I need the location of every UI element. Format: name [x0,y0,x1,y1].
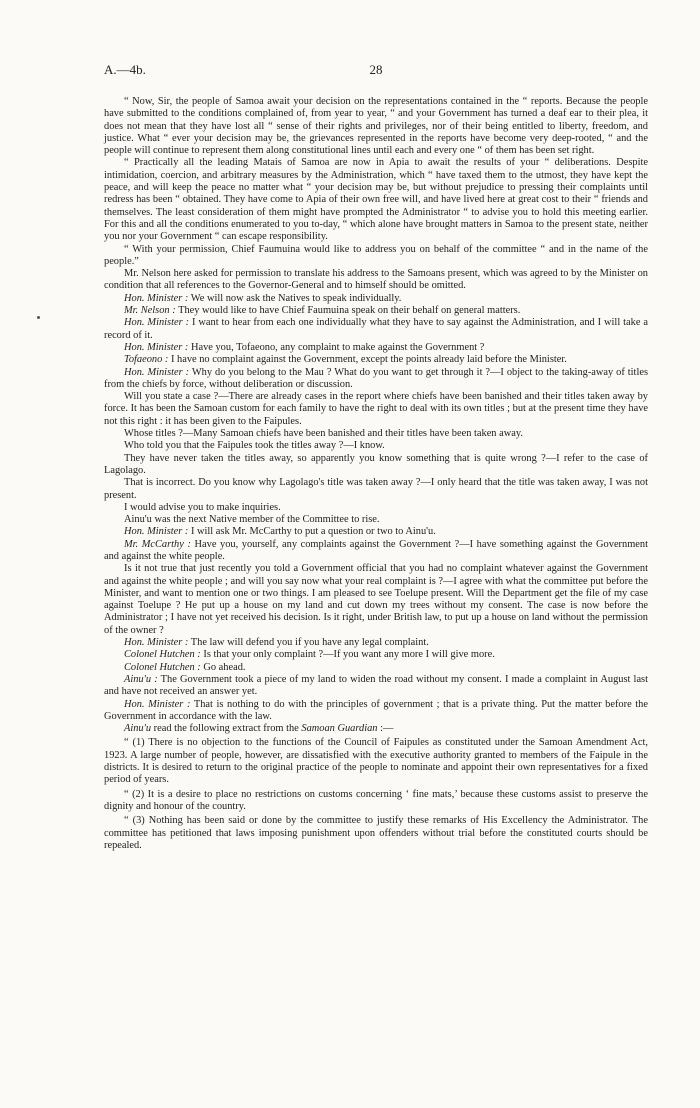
paragraph: Mr. Nelson here asked for permission to translate his address to the Samoans present, which was agreed to by the Minister on condition that all references to the Governor-General and to himself should be omitted. [104,268,648,292]
speech-text: Is that your only complaint ?—If you want any more I will give more. [203,649,495,661]
speech-text: I want to hear from each one individually what they have to say against the Administration, and I will take a record of it. [104,317,648,341]
paragraph [104,367,648,392]
speaker-name: Hon. Minister : [124,698,191,710]
speaker-name: Colonel Hutchen : [124,649,201,661]
paragraph: They have never taken the titles away, so apparently you know something that is quite wrong ?—I refer to the case of Lagolago. [104,452,648,476]
speech-text: Have you, yourself, any complaints against the Government ?—I have something against the Government and against the white people. [104,538,648,562]
paragraph [104,317,648,342]
speech-text: Why do you belong to the Mau ? What do you want to get through it ?—I object to the taking-away of titles from the chiefs by force, without deliberation or discussion. [104,366,648,390]
speech-text: We will now ask the Natives to speak individually. [190,292,402,304]
speaker-name: Ainu'u : [124,673,158,685]
paragraph: That is incorrect. Do you know why Lagolago's title was taken away ?—I only heard that the title was taken away, I was not present. [104,477,648,501]
paragraph [104,526,648,538]
paragraph: I would advise you to make inquiries. [124,501,281,513]
speech-text: :— [380,723,394,735]
source-title: Samoan Guardian [301,723,378,735]
paragraph: Ainu'u was the next Native member of the Committee to rise. [124,514,380,526]
speaker-name: Colonel Hutchen : [124,661,201,673]
paragraph [104,539,648,564]
speech-text: That is nothing to do with the principles of government ; that is a private thing. Put the matter before the Government in accordance with the law. [104,698,648,722]
paragraph [104,354,648,366]
paragraph: “ Practically all the leading Matais of Samoa are now in Apia to await the results of your “ deliberations. Despite intimidation, coercion, and arbitrary measures by the Administration, which “ have taxed them to the utmost, they have kept the peace, and will keep the peace no matter what “ your decision may be, but without prejudice to pressing their complaints until redress has been “ obtained. They have come to Apia of their own free will, and have lived here at great cost to their “ friends and themselves. The least consideration of them might have prompted the Administrator “ to advise you to hold this meeting earlier. For this and all the conditions enumerated to you to-day, “ which alone have brought matters in Samoa to the present state, neither you nor your Government “ can escape responsibility. [104,157,648,243]
document-body [104,96,648,852]
paragraph: “ Now, Sir, the people of Samoa await your decision on the representations contained in the “ reports. Because the people have submitted to the conditions complained of, from year to year, “ and your Government has turned a deaf ear to their plea, it does not mean that they have lost all “ sense of their rights and privileges, nor of their being entitled to liberty, freedom, and justice. What “ ever your decision may be, the grievances represented in the reports have become very deep-rooted, “ and the people will continue to represent them along constitutional lines until each and every one “ of them has been set right. [104,96,648,157]
paragraph [104,305,648,317]
speaker-name: Tofaeono : [124,354,169,366]
page-number: 28 [369,62,383,77]
speaker-name: Hon. Minister : [124,341,189,353]
paragraph: Will you state a case ?—There are already cases in the report where chiefs have been banished and their titles taken away by force. It has been the Samoan custom for each family to have the right to deal with its own titles ; but at the present time they have not this right : it has been given to the Faipules. [104,391,648,427]
paragraph [104,637,648,649]
paragraph: “ (2) It is a desire to place no restrictions on customs concerning ‘ fine mats,’ because these customs assist to preserve the dignity and honour of the country. [104,788,648,812]
speech-text: They would like to have Chief Faumuina speak on their behalf on general matters. [178,305,521,317]
paragraph [104,662,648,674]
speaker-name: Hon. Minister : [124,637,189,649]
page-header [104,62,648,78]
speaker-name: Hon. Minister : [124,366,190,378]
speaker-name: Mr. McCarthy : [124,538,191,550]
speech-text: The Government took a piece of my land to widen the road without my consent. I made a complaint in August last and have not received an answer yet. [104,673,648,698]
paragraph [104,293,648,305]
speech-text: I will ask Mr. McCarthy to put a question or two to Ainu'u. [190,526,436,538]
speech-text: I have no complaint against the Government, except the points already laid before the Minister. [170,354,567,366]
speech-text: Have you, Tofaeono, any complaint to make against the Government ? [190,341,485,353]
speech-text: Go ahead. [203,661,246,673]
paragraph [104,699,648,724]
speaker-name: Ainu'u [124,723,152,735]
paragraph: Who told you that the Faipules took the titles away ?—I know. [124,440,385,452]
paragraph: “ (3) Nothing has been said or done by the committee to justify these remarks of His Excellency the Administrator. The committee has petitioned that laws imposing punishment upon offenders without trial before the constituted courts should be repealed. [104,815,648,851]
speech-text: The law will defend you if you have any legal complaint. [190,637,429,649]
speaker-name: Hon. Minister : [124,292,189,304]
paragraph: “ With your permission, Chief Faumuina would like to address you on behalf of the committee “ and in the name of the people.” [104,243,648,267]
paragraph: Is it not true that just recently you told a Government official that you had no complaint whatever against the Government and against the white people ; and will you say now what your real complaint is ?—I agree with what the committee put before the Minister, and want to mention one or two things. I am pleased to see Toelupe present. Will the Department get the file of my case against Toelupe ? He put up a house on my land and cut down my trees without my consent. The case is now before the Administrator ; I have not yet received his decision. Is it right, under British law, to put up a house on land without the permission of the owner ? [104,563,648,636]
document-reference: A.—4b. [104,62,146,77]
paragraph: “ (1) There is no objection to the functions of the Council of Faipules as constituted under the Samoan Amendment Act, 1923. A large number of people, however, are dissatisfied with the executive authority granted to members of the Faipule in the districts. It is desired to return to the original practice of the people to nominate and appoint their own representatives for a fixed period of years. [104,737,648,786]
paragraph [104,674,648,699]
speaker-name: Mr. Nelson : [124,305,176,317]
paragraph [104,649,648,661]
speaker-name: Hon. Minister : [124,317,190,329]
speaker-name: Hon. Minister : [124,526,189,538]
paragraph [104,723,648,735]
paragraph: Whose titles ?—Many Samoan chiefs have been banished and their titles have been taken away. [124,428,523,440]
paragraph [104,342,648,354]
speech-text: read the following extract from the [153,723,299,735]
margin-mark [37,316,40,319]
